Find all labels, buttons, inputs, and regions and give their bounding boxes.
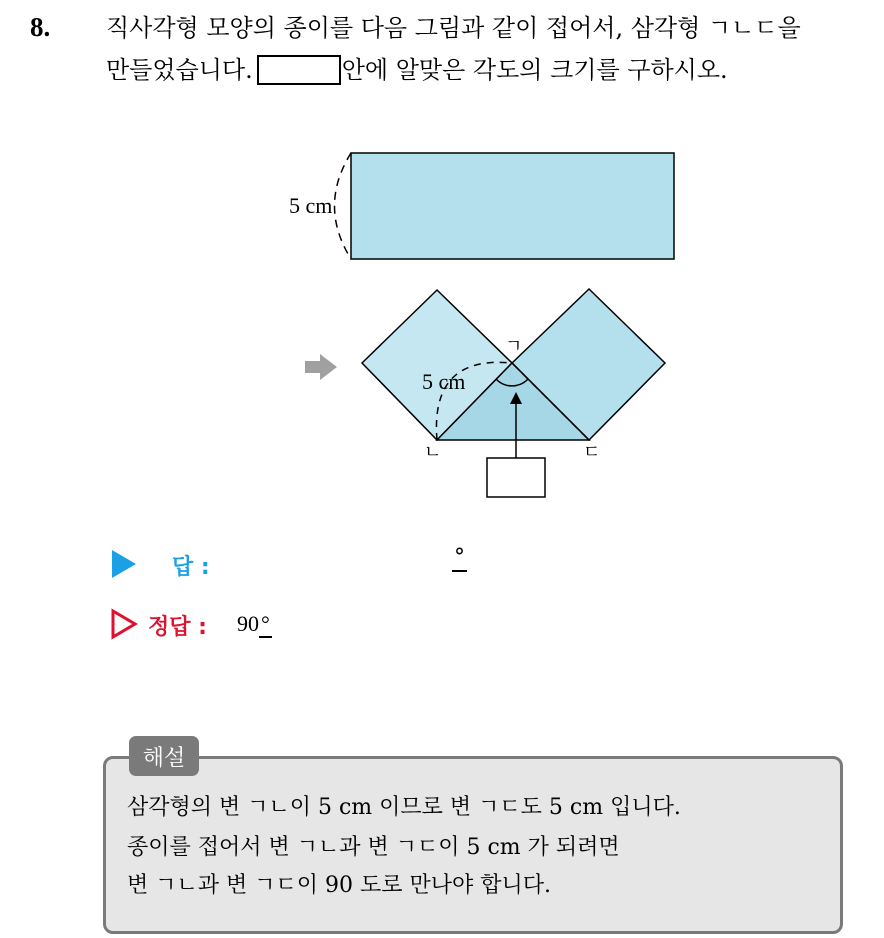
correct-answer-marker-icon — [113, 611, 135, 637]
folded-side-label: 5 cm — [422, 369, 466, 394]
correct-answer-degree: ° — [261, 611, 270, 636]
solution-tag: 해설 — [129, 736, 199, 776]
correct-answer-value: 90° — [237, 611, 270, 636]
vertex-label-top: ㄱ — [505, 336, 523, 357]
question-text-after-blank: 안에 알맞은 각도의 크기를 구하시오. — [341, 56, 728, 84]
solution-line2: 종이를 접어서 변 ㄱㄴ과 변 ㄱㄷ이 5 cm 가 되려면 — [127, 835, 620, 860]
question-text-line1: 직사각형 모양의 종이를 다음 그림과 같이 접어서, 삼각형 ㄱㄴㄷ을 — [106, 14, 801, 42]
answer-label: 답 : — [172, 555, 210, 580]
question-text-before-blank: 만들었습니다. — [106, 56, 253, 84]
angle-answer-box — [487, 458, 545, 497]
arrow-icon — [305, 354, 337, 380]
correct-answer-label: 정답 : — [148, 615, 207, 640]
paper-rectangle — [351, 153, 674, 259]
solution-line3: 변 ㄱㄴ과 변 ㄱㄷ이 90 도로 만나야 합니다. — [127, 873, 551, 898]
vertex-label-left: ㄴ — [424, 442, 442, 463]
answer-degree: ° — [454, 545, 465, 570]
answer-marker-icon — [112, 550, 136, 578]
vertex-label-right: ㄷ — [583, 442, 601, 463]
question-number: 8. — [30, 12, 51, 42]
rect-side-label: 5 cm — [289, 193, 333, 218]
solution-line1: 삼각형의 변 ㄱㄴ이 5 cm 이므로 변 ㄱㄷ도 5 cm 입니다. — [127, 795, 681, 820]
rect-side-arc — [335, 153, 352, 259]
